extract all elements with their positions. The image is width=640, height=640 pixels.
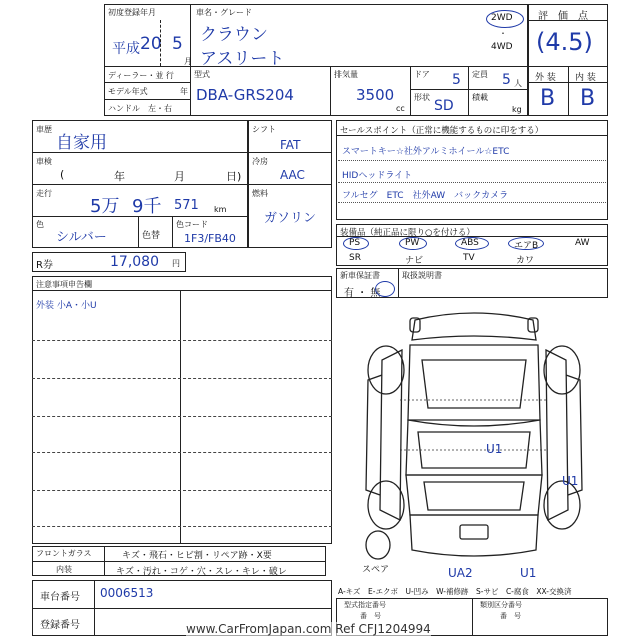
chassis-no: 0006513 xyxy=(100,586,154,600)
specific-sub: 番 号 xyxy=(360,612,381,620)
spare-label: スペア xyxy=(362,565,390,575)
color-code-label: 色コード xyxy=(176,220,208,229)
sales-point-3: フルセグ ETC 社外AW バックカメラ xyxy=(342,191,509,201)
sales-point-1: スマートキー☆社外アルミホイール☆ETC xyxy=(342,147,510,157)
reg-month: 5 xyxy=(172,34,183,54)
equip-navi: ナビ xyxy=(405,256,424,266)
equip-pw: PW xyxy=(405,238,420,248)
km-unit: km xyxy=(214,205,227,214)
mileage-label: 走行 xyxy=(36,189,52,198)
equip-aw: AW xyxy=(575,238,590,248)
color-code: 1F3/FB40 xyxy=(184,232,236,245)
chassis-label: 車台番号 xyxy=(40,592,80,603)
model-label: 型式 xyxy=(194,70,210,79)
dealer-label: ディーラー・並 行 xyxy=(108,71,174,80)
handle-label: ハンドル 左・右 xyxy=(108,104,172,113)
capacity-label: 定員 xyxy=(472,70,488,79)
category-sub: 番 号 xyxy=(500,612,521,620)
exterior-grade: B xyxy=(540,86,556,111)
usage-label: 車歴 xyxy=(36,125,52,134)
inspection-day: 日) xyxy=(226,170,242,183)
capacity-unit: 人 xyxy=(514,79,522,88)
capacity: 5 xyxy=(502,72,511,88)
drive-2wd: 2WD xyxy=(491,13,513,23)
era: 平成 xyxy=(112,41,140,57)
yen-unit: 円 xyxy=(172,259,180,268)
inspection-label: 車検 xyxy=(36,157,52,166)
model-year-unit: 年 xyxy=(180,87,188,96)
notes-box xyxy=(32,276,332,544)
mileage-man: 5万 xyxy=(90,196,120,217)
color-change-label: 色替 xyxy=(142,231,161,241)
recycle-label: R券 xyxy=(36,260,53,271)
score-label: 評 価 点 xyxy=(538,11,588,22)
doors: 5 xyxy=(452,72,461,88)
model-code: DBA-GRS204 xyxy=(196,86,294,104)
notes-label: 注意事項申告欄 xyxy=(36,280,92,289)
interior-opt-label: 内装 xyxy=(56,565,72,574)
cc-unit: cc xyxy=(396,104,405,113)
equip-airbag: エアB xyxy=(514,241,539,251)
shape-label: 形状 xyxy=(414,93,430,102)
mark-rear-right: U1 xyxy=(520,566,537,580)
reg-year: 20 xyxy=(140,34,162,54)
watermark: www.CarFromJapan.com Ref CFJ1204994 xyxy=(186,622,431,636)
interior-label: 内 装 xyxy=(575,73,596,83)
inspection-open: ( xyxy=(60,168,65,181)
interior-opts: キズ・汚れ・コゲ・穴・スレ・キレ・破レ xyxy=(116,567,287,577)
damage-legend: A-キズ E-エクボ U-凹み W-補修跡 S-サビ C-腐食 XX-交換済 xyxy=(338,587,572,596)
fuel-label: 燃料 xyxy=(252,189,268,198)
recycle-box xyxy=(32,252,186,272)
color-label: 色 xyxy=(36,220,44,229)
reg-no-label: 登録番号 xyxy=(40,620,80,631)
equip-label: 装備品（純正品に限り○を付ける） xyxy=(340,228,475,238)
mark-side: U1 xyxy=(562,474,579,488)
equip-leather: カワ xyxy=(516,256,535,266)
kg-unit: kg xyxy=(512,105,522,114)
mileage-rest: 571 xyxy=(174,198,199,213)
drive-4wd: 4WD xyxy=(491,42,513,52)
shift: FAT xyxy=(280,138,301,152)
mark-rear-left: UA2 xyxy=(448,566,473,580)
displacement: 3500 xyxy=(356,86,395,104)
recycle-amount: 17,080 xyxy=(110,254,159,270)
equip-abs: ABS xyxy=(461,238,479,248)
inspection-month: 月 xyxy=(174,170,185,183)
inspection-year: 年 xyxy=(114,170,125,183)
load-label: 積載 xyxy=(472,93,488,102)
front-glass-opts: キズ・飛石・ヒビ割・リペア跡・X要 xyxy=(122,551,272,561)
shift-label: シフト xyxy=(252,125,276,134)
ac-label: 冷房 xyxy=(252,157,268,166)
shape: SD xyxy=(434,98,454,114)
equip-ps: PS xyxy=(349,238,361,248)
mark-roof: U1 xyxy=(486,442,503,456)
sales-point-2: HIDヘッドライト xyxy=(342,171,413,181)
warranty-value: 有 ・ 無 xyxy=(344,288,381,299)
car-grade: アスリート xyxy=(200,49,285,69)
equip-sr: SR xyxy=(349,253,361,263)
model-year-label: モデル年式 xyxy=(108,87,148,96)
category-label: 類別区分番号 xyxy=(480,601,522,609)
first-reg-label: 初度登録年月 xyxy=(108,8,156,17)
displacement-label: 排気量 xyxy=(334,70,358,79)
ac: AAC xyxy=(280,168,305,182)
specific-label: 型式指定番号 xyxy=(344,601,386,609)
fuel: ガソリン xyxy=(264,211,317,226)
car-name: クラウン xyxy=(200,25,268,45)
warranty-label: 新車保証書 xyxy=(340,271,380,280)
exterior-label: 外 装 xyxy=(535,73,556,83)
color: シルバー xyxy=(56,230,107,245)
usage: 自家用 xyxy=(56,133,107,153)
mileage-sen: 9千 xyxy=(132,196,162,217)
door-label: ドア xyxy=(414,70,430,79)
car-damage-diagram xyxy=(340,300,608,580)
sales-label: セールスポイント（正常に機能するものに印をする） xyxy=(340,126,544,136)
front-glass-label: フロントガラス xyxy=(36,549,92,558)
score-value: (4.5) xyxy=(536,28,593,56)
equip-tv: TV xyxy=(463,253,475,263)
month-unit: 月 xyxy=(184,57,192,66)
notes-line1: 外装 小A・小U xyxy=(36,301,97,311)
drive-dot: ・ xyxy=(499,29,507,38)
manual-label: 取扱説明書 xyxy=(402,271,442,280)
interior-grade: B xyxy=(580,86,596,111)
car-name-label: 車名・グレード xyxy=(196,8,252,17)
